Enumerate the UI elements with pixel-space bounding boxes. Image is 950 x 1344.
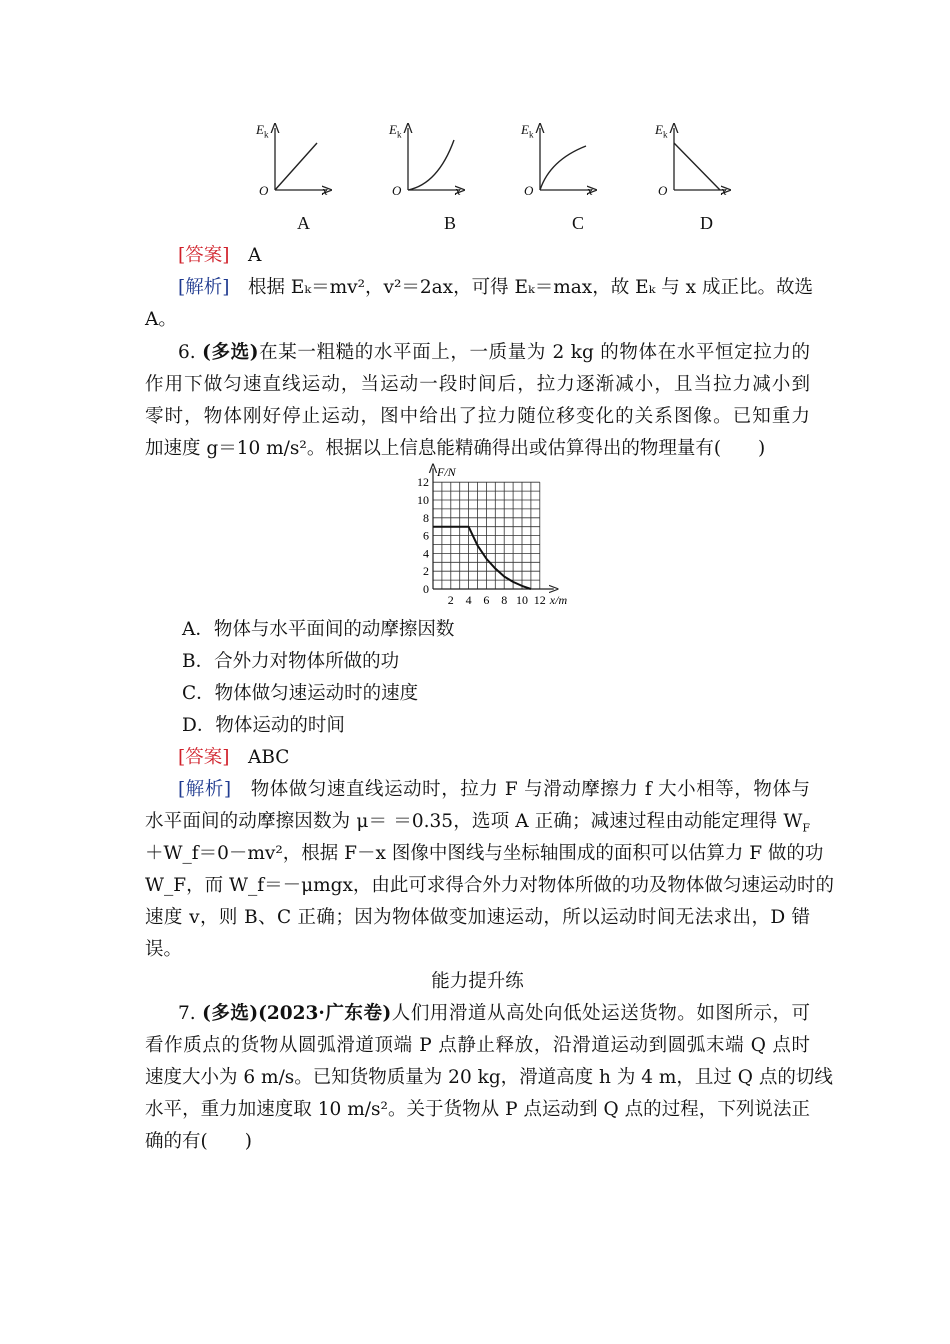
graph-label-c: C — [572, 213, 585, 233]
y-tick-label: 8 — [423, 510, 429, 525]
q7-stem-line3: 速度大小为 6 m/s。已知货物质量为 20 kg，滑道高度 h 为 4 m，且过 Q 点的切线 — [145, 1067, 833, 1088]
graph-label-a: A — [297, 213, 310, 233]
section-title: 能力提升练 — [431, 971, 524, 992]
x-axis-title: x/m — [549, 593, 568, 607]
answer-tag: [答案] — [178, 747, 230, 768]
graph-label-b: B — [444, 213, 457, 233]
q6-option-d: D．物体运动的时间 — [182, 715, 345, 736]
q6-analysis-line1: [解析] 物体做匀速直线运动时，拉力 F 与滑动摩擦力 f 大小相等，物体与 — [178, 779, 810, 800]
q6-analysis-line4: W_F，而 W_f＝－μmgx，由此可求得合外力对物体所做的功及物体做匀速运动时的 — [145, 875, 834, 896]
q6-analysis-line6: 误。 — [145, 939, 183, 960]
q5-analysis-line2: A。 — [145, 309, 177, 330]
x-tick-label: 4 — [465, 593, 472, 607]
x-axis-label: x — [322, 183, 328, 198]
q6-option-b: B．合外力对物体所做的功 — [182, 651, 400, 672]
x-tick-label: 10 — [516, 593, 528, 607]
y-tick-label: 0 — [423, 582, 429, 596]
y-tick-label: 12 — [417, 475, 429, 490]
force-series-line — [433, 527, 531, 589]
q5-analysis-line1: [解析] 根据 Eₖ＝mv²，v²＝2ax，可得 Eₖ＝max，故 Eₖ 与 x 成正比。故选 — [178, 277, 813, 298]
graph-b-curve — [408, 140, 454, 190]
y-tick-label: 2 — [423, 564, 429, 579]
graph-a-curve — [275, 143, 317, 190]
q6-option-a: A．物体与水平面间的动摩擦因数 — [182, 619, 455, 640]
q6-stem-line4: 加速度 g＝10 m/s²。根据以上信息能精确得出或估算得出的物理量有( ) — [145, 438, 766, 459]
x-tick-label: 8 — [501, 593, 508, 607]
q6-analysis-line2: 水平面间的动摩擦因数为 μ＝ ＝0.35，选项 A 正确；减速过程由动能定理得 $W_F$ — [145, 811, 810, 835]
analysis-tag: [解析] — [178, 779, 232, 800]
graph-label-d: D — [700, 213, 713, 233]
q6-answer: [答案] ABC — [178, 747, 290, 768]
q6-stem-line3: 零时，物体刚好停止运动，图中给出了拉力随位移变化的关系图像。已知重力 — [145, 406, 810, 427]
analysis-tag: [解析] — [178, 277, 230, 298]
q7-stem-line5: 确的有( ) — [145, 1131, 252, 1152]
y-tick-label: 6 — [423, 528, 429, 543]
origin-label: O — [259, 183, 269, 198]
q5-answer: [答案] A — [178, 245, 262, 266]
graph-c-curve — [540, 146, 586, 190]
q6-option-c: C．物体做匀速运动时的速度 — [182, 683, 419, 704]
answer-tag: [答案] — [178, 245, 230, 266]
y-axis-label: E — [256, 122, 264, 137]
y-axis-title: F/N — [437, 465, 456, 480]
force-displacement-chart — [0, 455, 950, 615]
y-tick-label: 10 — [417, 493, 429, 507]
q7-stem-line1: 7. (多选)(2023·广东卷)人们用滑道从高处向低处运送货物。如图所示，可 — [178, 1003, 810, 1024]
graph-d-curve — [674, 143, 720, 190]
x-tick-label: 6 — [483, 593, 490, 607]
x-tick-label: 2 — [447, 593, 454, 607]
q7-stem-line4: 水平，重力加速度取 10 m/s²。关于货物从 P 点运动到 Q 点的过程，下列说法正 — [145, 1099, 810, 1120]
ek-graphs — [0, 0, 950, 215]
x-tick-label: 12 — [533, 593, 546, 607]
q6-stem-line2: 作用下做匀速直线运动，当运动一段时间后，拉力逐渐减小，且当拉力减小到 — [145, 374, 810, 395]
q6-stem-line1: 6. (多选)在某一粗糙的水平面上，一质量为 2 kg 的物体在水平恒定拉力的 — [178, 342, 811, 363]
y-tick-label: 4 — [423, 546, 429, 561]
q6-analysis-line5: 速度 v，则 B、C 正确；因为物体做变加速运动，所以运动时间无法求出，D 错 — [145, 907, 810, 928]
q6-analysis-line3: ＋W_f＝0－mv²，根据 F－x 图像中图线与坐标轴围成的面积可以估算力 F 做的功 — [145, 843, 824, 864]
document-page: $E_k$ O x $E_k$ O x $E_k$ O x $E_k$ O x A B C D [答案] A [解析] 根据 Eₖ＝mv²，v²＝2ax，可得 Eₖ＝max，故 Eₖ 与 x 成正比。故选 A。 6. (多选)在某一粗糙的水平面上，一质量为 2 kg 的物体在水平恒定拉力的 作用下做匀速直线运动，当运动一段时间后，拉力逐渐减小，且当拉力减小到 零时，物体刚好停止运动，图中给出了拉力随位移变化的关系图像。已知重力 加速度 g＝10 m/s²。根据以上信息能精确得出或估算得出的物理量有( ) 0 2 4 6 8 10 12 2 4 6 8 10 12 F/N x/m A．物体与水平面间的动摩擦因数 B．合外力对物体所做的功 C．物体做匀速运动时的速度 D．物体运动的时间 [答案] ABC [解析] 物体做匀速直线运动时，拉力 F 与滑动摩擦力 f 大小相等，物体与 水平面间的动摩擦因数为 μ＝ ＝0.35，选项 A 正确；减速过程由动能定理得 $W_F$ ＋W_f＝0－mv²，根据 F－x 图像中图线与坐标轴围成的面积可以估算力 F 做的功 W_F，而 W_f＝－μmgx，由此可求得合外力对物体所做的功及物体做匀速运动时的 速度 v，则 B、C 正确；因为物体做变加速运动，所以运动时间无法求出，D 错 误。 能力提升练 7. (多选)(2023·广东卷)人们用滑道从高处向低处运送货物。如图所示，可 看作质点的货物从圆弧滑道顶端 P 点静止释放，沿滑道运动到圆弧末端 Q 点时 速度大小为 6 m/s。已知货物质量为 20 kg，滑道高度 h 为 4 m，且过 Q 点的切线 水平，重力加速度取 10 m/s²。关于货物从 P 点运动到 Q 点的过程，下列说法正 确的有( ) — [0, 0, 950, 1344]
q7-stem-line2: 看作质点的货物从圆弧滑道顶端 P 点静止释放，沿滑道运动到圆弧末端 Q 点时 — [145, 1035, 810, 1056]
